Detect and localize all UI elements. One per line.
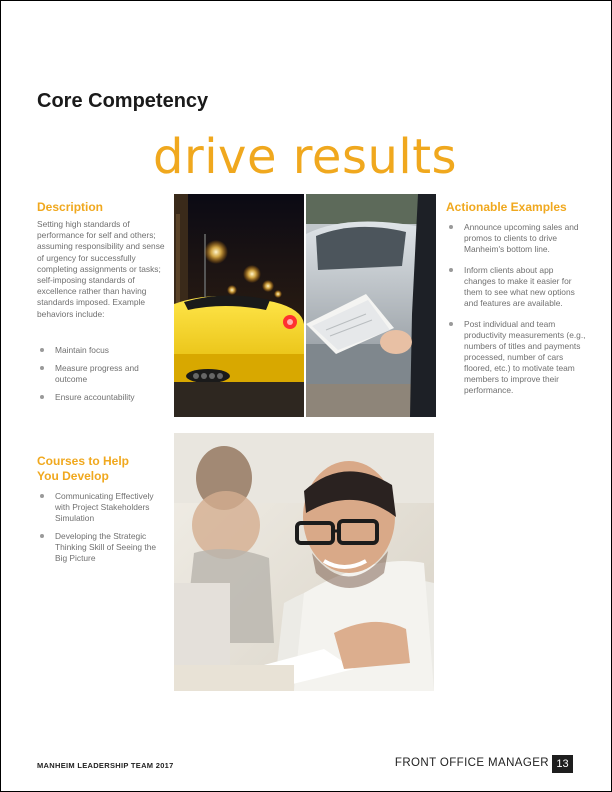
list-item: Ensure accountability <box>37 392 171 403</box>
list-item: Developing the Strategic Thinking Skill of Seeing the Big Picture <box>37 531 169 564</box>
sports-car-illustration <box>174 194 304 417</box>
courses-title <box>37 454 129 484</box>
paperwork-photo <box>306 194 436 417</box>
headline: drive results <box>153 129 458 185</box>
list-item: Measure progress and outcome <box>37 363 171 385</box>
list-item: Post individual and team productivity measurements (e.g., numbers of titles and payments processed, number of cars floored, etc.) to motivate team members to improve their performance. <box>446 319 586 396</box>
list-item: Communicating Effectively with Project Stakeholders Simulation <box>37 491 169 524</box>
page-number: 13 <box>552 755 573 773</box>
examples-title: Actionable Examples <box>446 200 567 214</box>
courses-title-line2: You Develop <box>37 469 109 483</box>
courses-title-line1: Courses to Help <box>37 454 130 468</box>
description-bullets <box>37 345 171 410</box>
list-item: Inform clients about app changes to make it easier for them to see what new options and features are available. <box>446 265 586 309</box>
footer-role: FRONT OFFICE MANAGER <box>394 757 549 769</box>
core-competency-title: Core Competency <box>37 90 209 112</box>
paperwork-illustration <box>306 194 436 417</box>
courses-bullets <box>37 491 169 571</box>
description-body: Setting high standards of performance for self and others; assuming responsibility and sense of urgency for successfully completing assignments or tasks; self-imposing standards of excellence rather than having standards imposed. Example behaviors include: <box>37 219 165 319</box>
list-item: Maintain focus <box>37 345 171 356</box>
description-title: Description <box>37 200 104 214</box>
examples-bullets <box>446 222 586 403</box>
sports-car-photo <box>174 194 304 417</box>
office-worker-photo <box>174 433 434 691</box>
office-worker-illustration <box>174 433 434 691</box>
footer-organization: MANHEIM LEADERSHIP TEAM 2017 <box>37 761 174 770</box>
list-item: Announce upcoming sales and promos to clients to drive Manheim's bottom line. <box>446 222 586 255</box>
